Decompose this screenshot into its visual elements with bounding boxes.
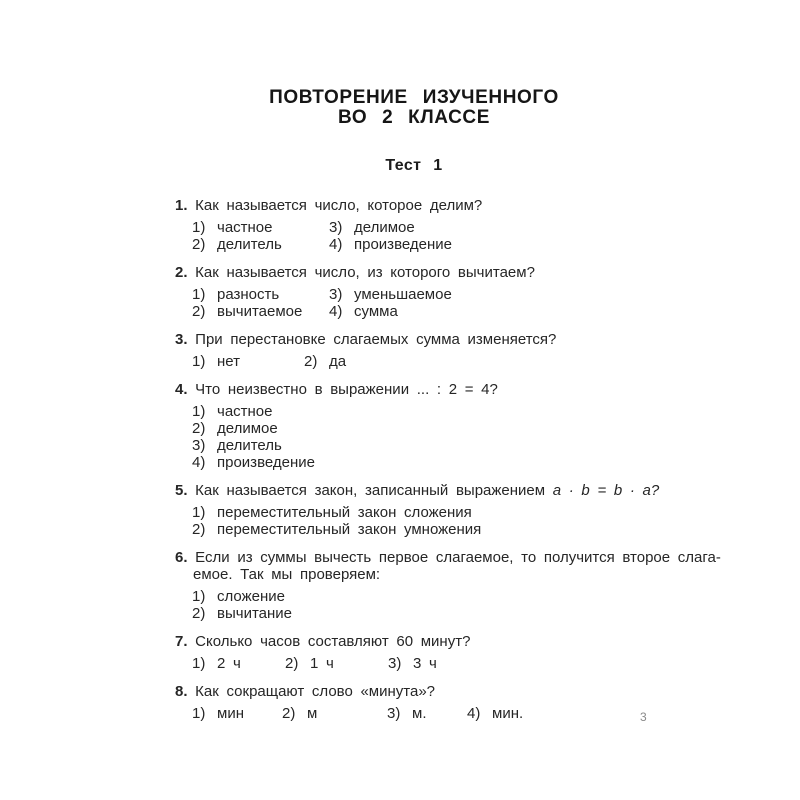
option-label: 3) xyxy=(329,286,343,303)
option-label: 1) xyxy=(192,219,206,236)
option-label: 3) xyxy=(329,219,343,236)
option-label: 4) xyxy=(192,454,206,471)
question-number: 4. xyxy=(175,381,188,398)
question-q8 xyxy=(175,683,653,722)
option-label: 3) xyxy=(388,655,402,672)
answer-options xyxy=(175,286,653,320)
answer-options xyxy=(175,219,653,253)
page-title xyxy=(175,88,653,128)
answer-option: 2) 1 ч xyxy=(285,655,334,672)
answer-option: 2) делитель xyxy=(192,236,282,253)
answer-option: 1) частное xyxy=(192,219,273,236)
question-number: 6. xyxy=(175,549,188,566)
answer-options xyxy=(175,655,653,672)
question-text: 5. Как называется закон, записанный выражением a · b = b · a? xyxy=(175,482,660,499)
question-q2 xyxy=(175,264,653,320)
option-label: 2) xyxy=(192,303,206,320)
page-number: 3 xyxy=(640,710,647,724)
page-title-line1: ПОВТОРЕНИЕ ИЗУЧЕННОГО xyxy=(269,87,559,108)
answer-options xyxy=(175,403,653,471)
answer-option: 3) м. xyxy=(387,705,427,722)
answer-option: 4) сумма xyxy=(329,303,398,320)
option-label: 2) xyxy=(192,236,206,253)
option-label: 1) xyxy=(192,705,206,722)
option-label: 2) xyxy=(192,605,206,622)
option-label: 1) xyxy=(192,655,206,672)
answer-option: 4) произведение xyxy=(329,236,452,253)
question-text: 8. Как сокращают слово «минута»? xyxy=(175,683,436,700)
math-expression: a · b = b · a? xyxy=(545,482,660,499)
question-number: 7. xyxy=(175,633,188,650)
option-label: 2) xyxy=(282,705,296,722)
answer-options xyxy=(175,705,653,722)
test-heading: Тест 1 xyxy=(385,157,443,174)
answer-option: 2) да xyxy=(304,353,347,370)
option-label: 4) xyxy=(329,303,343,320)
answer-option: 4) мин. xyxy=(467,705,524,722)
option-label: 2) xyxy=(192,420,206,437)
question-number: 8. xyxy=(175,683,188,700)
page-title-line2: ВО 2 КЛАССЕ xyxy=(337,107,491,128)
answer-option: 3) уменьшаемое xyxy=(329,286,452,303)
question-text: 7. Сколько часов составляют 60 минут? xyxy=(175,633,471,650)
option-label: 4) xyxy=(467,705,481,722)
answer-option: 1) частное xyxy=(192,403,273,420)
option-label: 1) xyxy=(192,403,206,420)
question-number: 1. xyxy=(175,197,188,214)
question-q4 xyxy=(175,381,653,471)
option-label: 1) xyxy=(192,504,206,521)
answer-option: 1) 2 ч xyxy=(192,655,241,672)
questions-list xyxy=(175,197,721,722)
answer-options xyxy=(175,353,653,370)
answer-option: 1) мин xyxy=(192,705,244,722)
answer-option: 2) вычитаемое xyxy=(192,303,303,320)
question-text: 4. Что неизвестно в выражении ... : 2 = 4? xyxy=(175,381,498,398)
answer-option: 1) нет xyxy=(192,353,240,370)
question-number: 3. xyxy=(175,331,188,348)
answer-option: 2) делимое xyxy=(192,420,278,437)
option-label: 4) xyxy=(329,236,343,253)
question-text: 2. Как называется число, из которого вычитаем? xyxy=(175,264,535,281)
option-label: 2) xyxy=(192,521,206,538)
option-label: 1) xyxy=(192,353,206,370)
question-number: 5. xyxy=(175,482,188,499)
answer-options xyxy=(175,504,653,538)
option-label: 2) xyxy=(304,353,318,370)
answer-option: 2) переместительный закон умножения xyxy=(192,521,482,538)
question-text: 1. Как называется число, которое делим? xyxy=(175,197,483,214)
answer-option: 1) сложение xyxy=(192,588,285,605)
answer-option: 2) вычитание xyxy=(192,605,292,622)
option-label: 3) xyxy=(192,437,206,454)
answer-option: 3) делимое xyxy=(329,219,415,236)
question-q6 xyxy=(175,549,721,622)
question-text: 3. При перестановке слагаемых сумма изменяется? xyxy=(175,331,557,348)
question-q7 xyxy=(175,633,653,672)
page-content xyxy=(175,87,721,733)
answer-option: 2) м xyxy=(282,705,318,722)
option-label: 1) xyxy=(192,588,206,605)
question-q1 xyxy=(175,197,653,253)
answer-option: 4) произведение xyxy=(192,454,315,471)
option-label: 1) xyxy=(192,286,206,303)
option-label: 2) xyxy=(285,655,299,672)
answer-option: 1) переместительный закон сложения xyxy=(192,504,472,521)
question-number: 2. xyxy=(175,264,188,281)
question-q5 xyxy=(175,482,660,538)
answer-option: 3) делитель xyxy=(192,437,282,454)
answer-option: 1) разность xyxy=(192,286,280,303)
answer-options xyxy=(175,588,653,622)
question-q3 xyxy=(175,331,653,370)
question-text: 6. Если из суммы вычесть первое слагаемое, то получится второе слага- емое. Так мы проверяем: xyxy=(175,549,721,583)
answer-option: 3) 3 ч xyxy=(388,655,437,672)
option-label: 3) xyxy=(387,705,401,722)
